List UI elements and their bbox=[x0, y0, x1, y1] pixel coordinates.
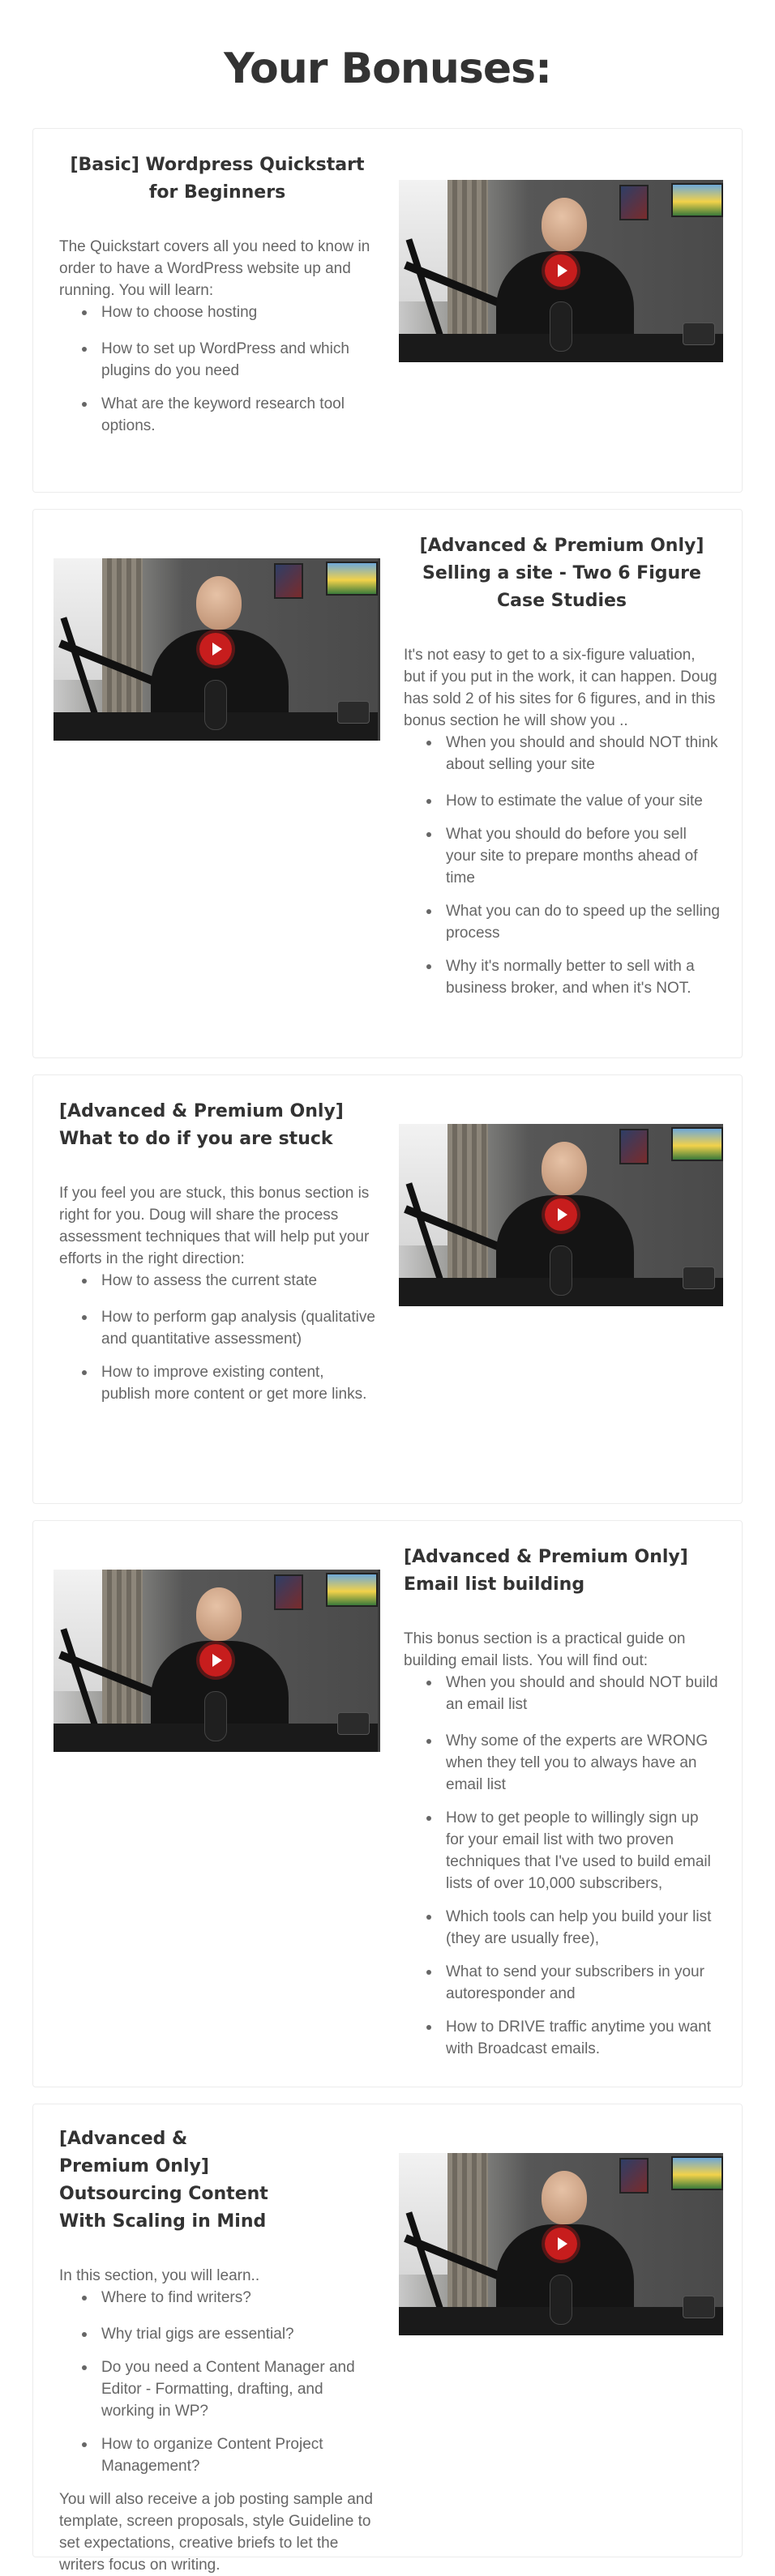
list-item: What are the keyword research tool options. bbox=[101, 393, 375, 437]
bonus-points bbox=[59, 2287, 375, 2477]
list-item: How to set up WordPress and which plugins do you need bbox=[101, 338, 375, 382]
bonus-video-thumbnail[interactable] bbox=[399, 180, 723, 362]
bonus-intro: It's not easy to get to a six-figure valuation, but if you put in the work, it can happen. Doug has sold 2 of his sites for 6 figures, and in this bonus section he will show you .. bbox=[404, 647, 717, 729]
list-item: Why trial gigs are essential? bbox=[101, 2323, 375, 2345]
page-title: Your Bonuses: bbox=[224, 44, 551, 93]
list-item: How to improve existing content, publish more content or get more links. bbox=[101, 1361, 375, 1405]
bonus-heading: [Advanced & Premium Only] Selling a site - Two 6 Figure Case Studies bbox=[419, 536, 704, 611]
list-item: How to estimate the value of your site bbox=[446, 790, 720, 812]
list-item: What you can do to speed up the selling process bbox=[446, 900, 720, 944]
bonus-heading: [Advanced & Premium Only] What to do if you are stuck bbox=[59, 1101, 344, 1149]
list-item: How to organize Content Project Management? bbox=[101, 2433, 375, 2477]
play-icon[interactable] bbox=[199, 633, 232, 665]
bonus-text bbox=[404, 532, 720, 1010]
bonus-heading: [Advanced & Premium Only] Email list building bbox=[404, 1547, 688, 1595]
bonus-video-thumbnail[interactable] bbox=[399, 2153, 723, 2335]
bonus-video-thumbnail[interactable] bbox=[54, 1570, 380, 1752]
bonus-points bbox=[59, 1270, 375, 1405]
bonus-text bbox=[59, 2125, 375, 2576]
bonus-card-outsourcing-content bbox=[32, 2104, 743, 2574]
bonus-heading: [Basic] Wordpress Quickstart for Beginners bbox=[70, 155, 365, 203]
list-item: Do you need a Content Manager and Editor - Formatting, drafting, and working in WP? bbox=[101, 2356, 375, 2422]
bonus-intro: The Quickstart covers all you need to know in order to have a WordPress website up and running. You will learn: bbox=[59, 238, 370, 299]
bonus-points bbox=[59, 301, 375, 437]
list-item: How to assess the current state bbox=[101, 1270, 375, 1292]
bonus-points bbox=[404, 732, 720, 999]
list-item: What to send your subscribers in your autoresponder and bbox=[446, 1961, 720, 2005]
bonus-text bbox=[59, 152, 375, 448]
bonus-intro: If you feel you are stuck, this bonus section is right for you. Doug will share the process assessment techniques that will help put your efforts in the right direction: bbox=[59, 1185, 370, 1267]
bonus-points bbox=[404, 1672, 720, 2060]
play-icon[interactable] bbox=[199, 1644, 232, 1677]
bonus-intro: This bonus section is a practical guide on building email lists. You will find out: bbox=[404, 1630, 686, 1669]
bonus-intro: In this section, you will learn.. bbox=[59, 2267, 260, 2284]
list-item: What you should do before you sell your site to prepare months ahead of time bbox=[446, 823, 720, 889]
bonus-card-what-to-do-if-stuck bbox=[32, 1074, 743, 1504]
list-item: When you should and should NOT build an email list bbox=[446, 1672, 720, 1715]
list-item: How to get people to willingly sign up for your email list with two proven techniques that I've used to build email lists of over 10,000 subscribers, bbox=[446, 1807, 720, 1895]
list-item: How to DRIVE traffic anytime you want with Broadcast emails. bbox=[446, 2016, 720, 2060]
bonus-card-wordpress-quickstart bbox=[32, 128, 743, 493]
list-item: Why some of the experts are WRONG when they tell you to always have an email list bbox=[446, 1730, 720, 1796]
list-item: How to choose hosting bbox=[101, 301, 375, 323]
bonus-heading: [Advanced & Premium Only] Outsourcing Content With Scaling in Mind bbox=[59, 2129, 268, 2232]
bonus-text bbox=[404, 1544, 720, 2071]
play-icon[interactable] bbox=[545, 2228, 577, 2260]
play-icon[interactable] bbox=[545, 254, 577, 287]
bonus-video-thumbnail[interactable] bbox=[399, 1124, 723, 1306]
list-item: Which tools can help you build your list (they are usually free), bbox=[446, 1906, 720, 1950]
list-item: Where to find writers? bbox=[101, 2287, 375, 2309]
bonus-video-thumbnail[interactable] bbox=[54, 558, 380, 741]
bonus-card-selling-a-site bbox=[32, 509, 743, 1058]
bonus-outro: You will also receive a job posting sample and template, screen proposals, style Guideline to set expectations, creative briefs to let the writers focus on writing. bbox=[59, 2491, 373, 2574]
list-item: How to perform gap analysis (qualitative and quantitative assessment) bbox=[101, 1306, 375, 1350]
list-item: When you should and should NOT think about selling your site bbox=[446, 732, 720, 775]
bonus-card-email-list-building bbox=[32, 1520, 743, 2087]
play-icon[interactable] bbox=[545, 1198, 577, 1231]
list-item: Why it's normally better to sell with a business broker, and when it's NOT. bbox=[446, 955, 720, 999]
bonus-text bbox=[59, 1098, 375, 1416]
